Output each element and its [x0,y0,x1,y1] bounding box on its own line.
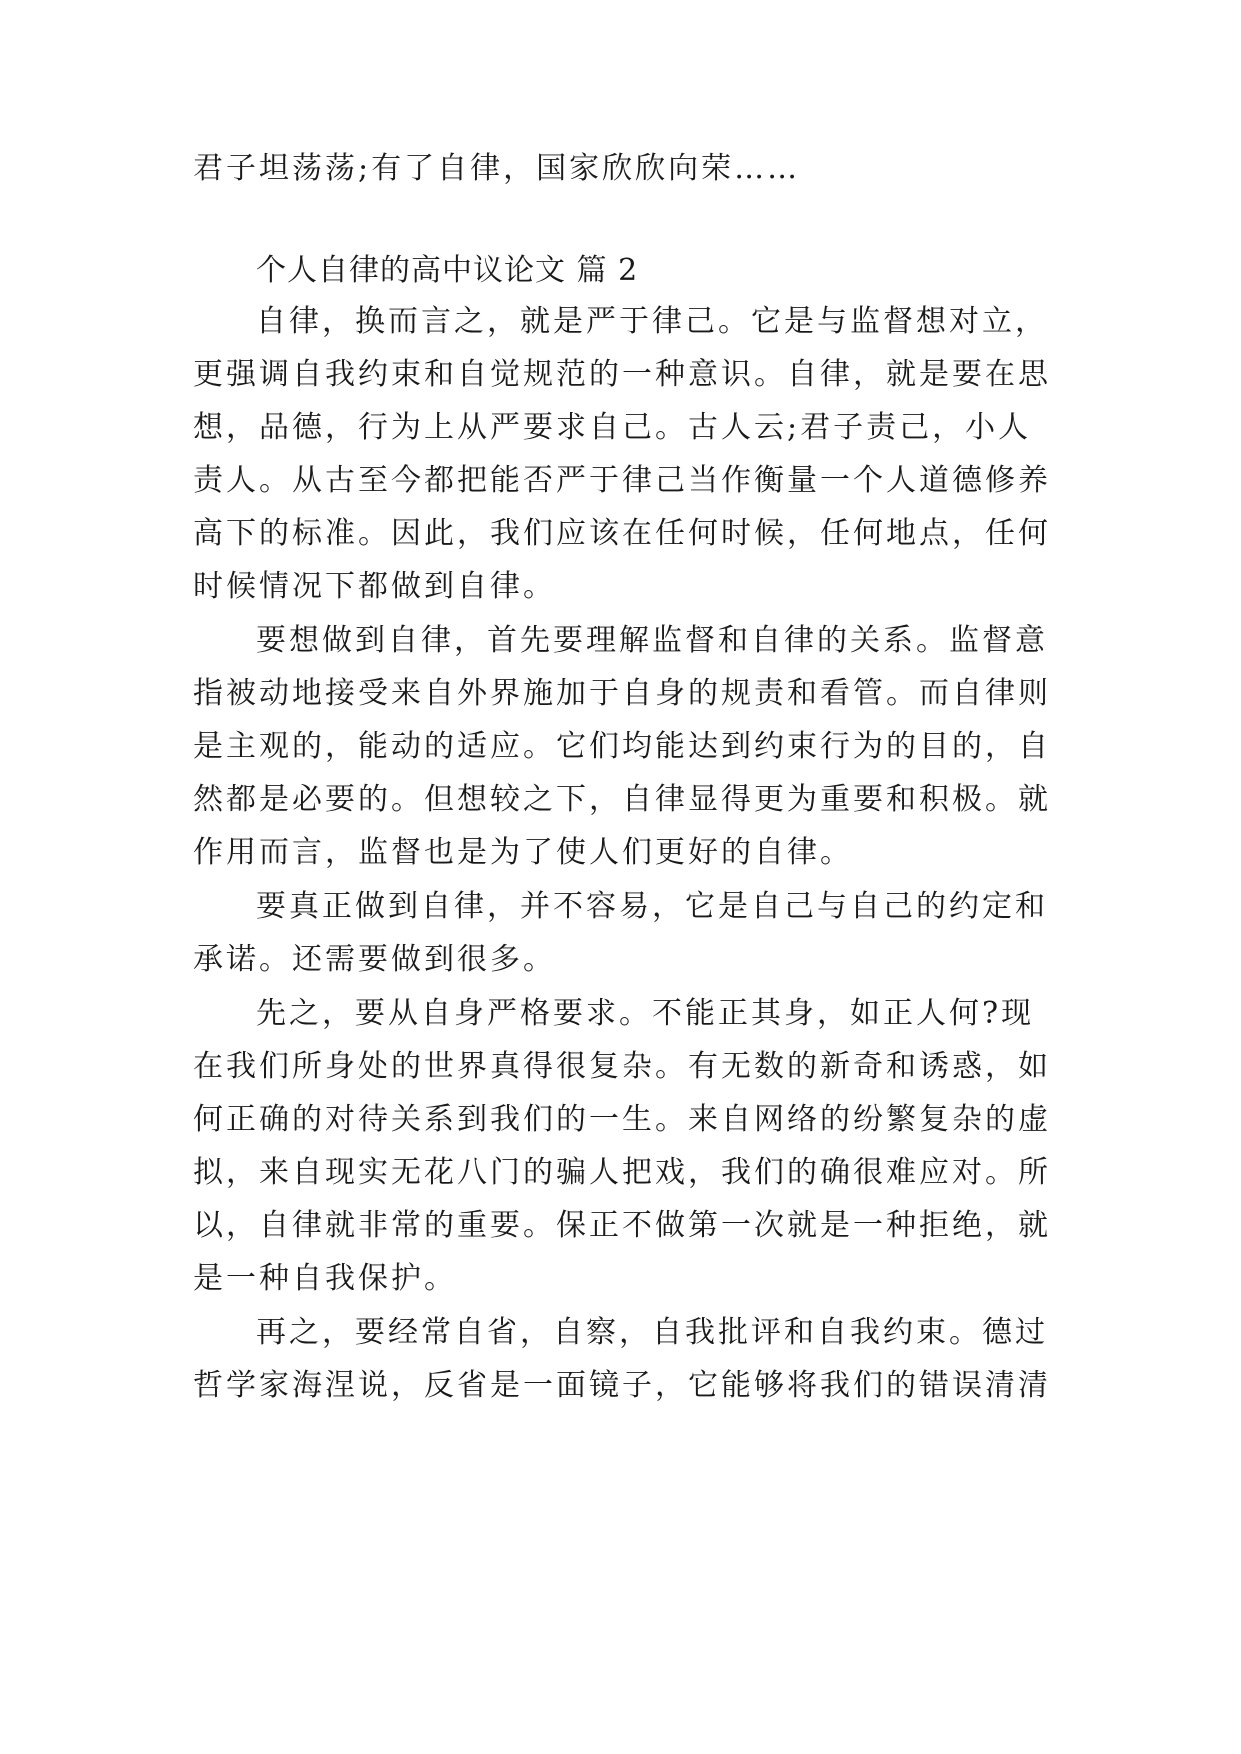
body-line: 以，自律就非常的重要。保正不做第一次就是一种拒绝，就 [193,1208,1051,1243]
body-line: 哲学家海涅说，反省是一面镜子，它能够将我们的错误清清 [193,1368,1051,1403]
section-title: 个人自律的高中议论文 篇 2 [256,253,639,288]
body-line: 作用而言，监督也是为了使人们更好的自律。 [193,835,853,870]
body-line: 是一种自我保护。 [193,1261,457,1296]
body-line: 再之，要经常自省，自察，自我批评和自我约束。德过 [256,1315,1048,1350]
body-line: 时候情况下都做到自律。 [193,569,556,604]
body-line: 何正确的对待关系到我们的一生。来自网络的纷繁复杂的虚 [193,1102,1051,1137]
body-line: 自律，换而言之，就是严于律己。它是与监督想对立， [256,304,1048,339]
body-line: 拟，来自现实无花八门的骗人把戏，我们的确很难应对。所 [193,1155,1051,1190]
body-line: 是主观的，能动的适应。它们均能达到约束行为的目的，自 [193,729,1051,764]
body-line: 要想做到自律，首先要理解监督和自律的关系。监督意 [256,623,1048,658]
body-line: 要真正做到自律，并不容易，它是自己与自己的约定和 [256,889,1048,924]
body-line: 想，品德，行为上从严要求自己。古人云;君子责己，小人 [193,410,1032,445]
body-line: 然都是必要的。但想较之下，自律显得更为重要和积极。就 [193,782,1051,817]
body-line: 在我们所身处的世界真得很复杂。有无数的新奇和诱惑，如 [193,1049,1051,1084]
intro-tail-line: 君子坦荡荡;有了自律，国家欣欣向荣…… [193,151,801,186]
body-line: 指被动地接受来自外界施加于自身的规责和看管。而自律则 [193,676,1051,711]
body-line: 责人。从古至今都把能否严于律己当作衡量一个人道德修养 [193,463,1051,498]
body-line: 高下的标准。因此，我们应该在任何时候，任何地点，任何 [193,516,1051,551]
body-line: 更强调自我约束和自觉规范的一种意识。自律，就是要在思 [193,357,1051,392]
body-line: 承诺。还需要做到很多。 [193,942,556,977]
body-line: 先之，要从自身严格要求。不能正其身，如正人何?现 [256,996,1035,1031]
